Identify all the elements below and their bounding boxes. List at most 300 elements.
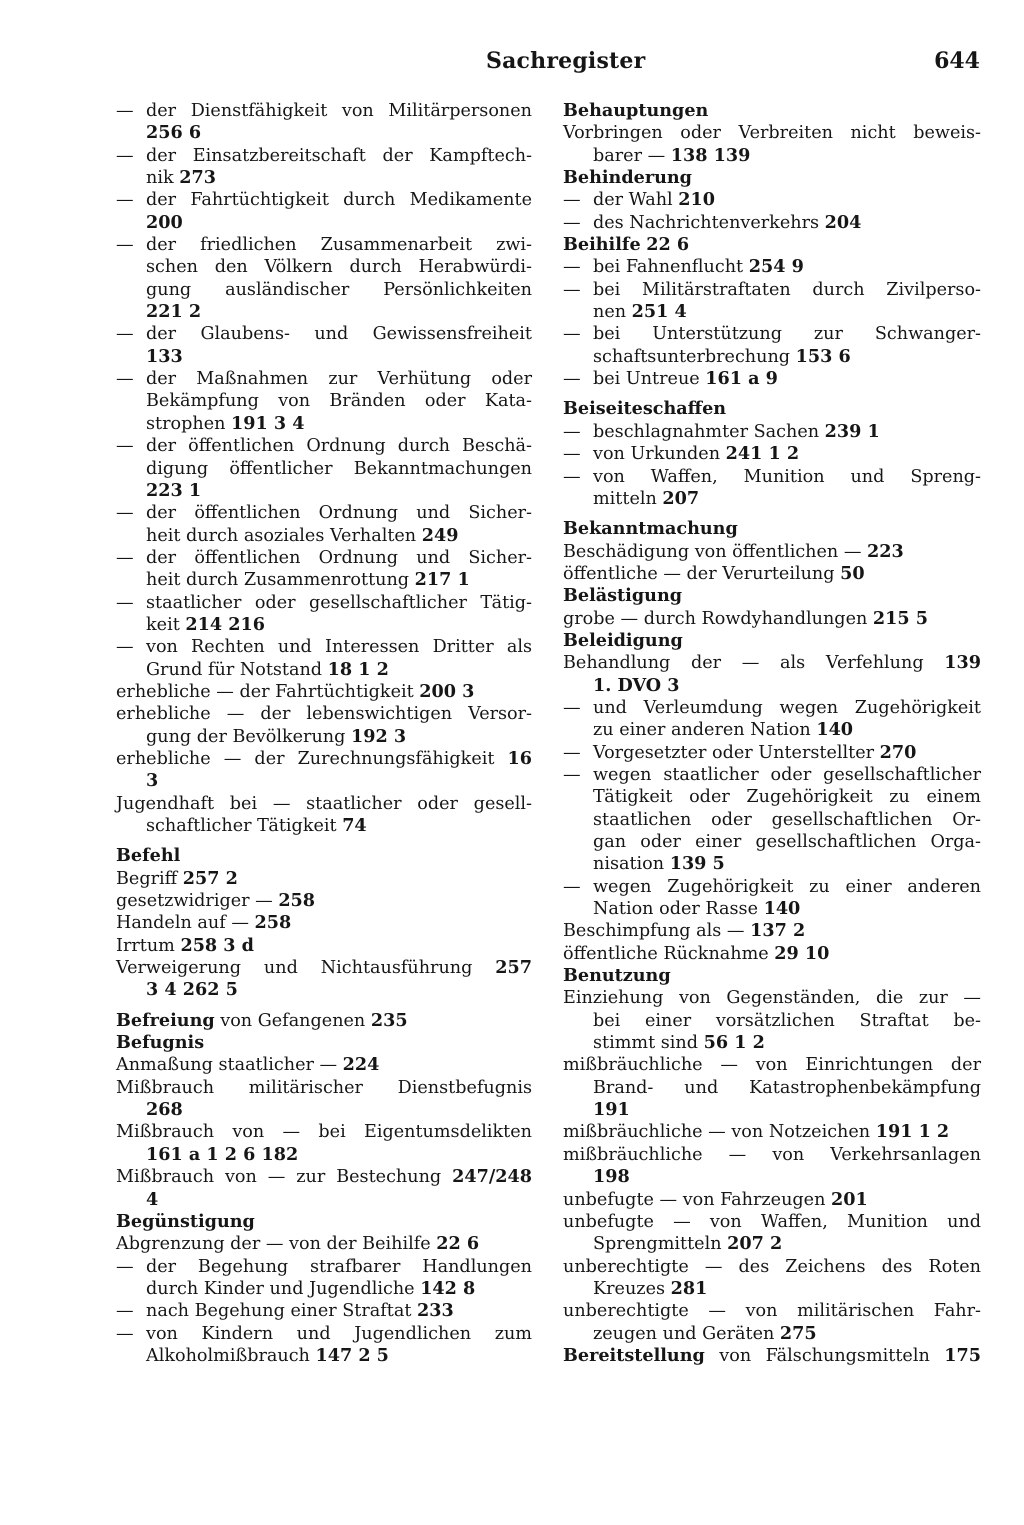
entry-text	[146, 1323, 532, 1345]
entry-term: bei Fahnenflucht	[593, 257, 749, 278]
entry-reference: 239 1	[824, 420, 880, 442]
entry-term: gung der Bevölkerung	[146, 726, 351, 747]
entry-term: Mißbrauch von — zur Bestechung	[116, 1167, 453, 1188]
entry-term: der Dienstfähigkeit von Militärpersonen	[146, 101, 532, 121]
entry-dash: —	[116, 1301, 134, 1322]
entry-dash: —	[563, 369, 581, 390]
entry-reference: 3 4 262 5	[146, 979, 238, 1001]
entry-term: strophen	[146, 413, 232, 434]
index-entry-line	[116, 502, 532, 524]
entry-term: der öffentlichen Ordnung und Sicher-	[146, 547, 532, 568]
entry-reference: 137 2	[750, 920, 806, 942]
entry-reference: 258 3 d	[180, 934, 254, 956]
index-entry-line	[563, 853, 981, 875]
entry-reference: 200 3	[419, 680, 475, 702]
entry-reference: 22 6	[646, 234, 690, 256]
entry-term: staatlicher oder gesellschaftlicher Tätig-	[146, 592, 532, 613]
index-entry-line	[563, 943, 981, 965]
entry-text	[146, 525, 532, 547]
index-heading	[563, 100, 981, 122]
entry-text	[593, 256, 981, 278]
entry-text	[593, 212, 981, 234]
index-entry-line	[116, 525, 532, 547]
entry-reference: Behinderung	[563, 167, 692, 189]
entry-term: Kreuzes	[593, 1278, 671, 1299]
entry-term: bei Untreue	[593, 369, 706, 390]
entry-term: öffentliche — der Verurteilung	[563, 563, 841, 584]
index-entry-line	[116, 793, 532, 815]
entry-text	[146, 569, 532, 591]
entry-reference: 281	[670, 1277, 708, 1299]
entry-term: der öffentlichen Ordnung durch Beschä-	[146, 436, 532, 457]
entry-term: stimmt sind	[593, 1033, 704, 1054]
entry-term: Verweigerung und Nichtausführung	[116, 958, 496, 979]
entry-term: heit durch asoziales Verhalten	[146, 525, 422, 546]
entry-text	[593, 719, 981, 741]
index-entry-line	[563, 563, 981, 585]
entry-dash: —	[563, 190, 581, 211]
entry-text	[146, 301, 532, 323]
index-entry-line	[563, 301, 981, 323]
index-entry-line	[116, 726, 532, 748]
entry-reference: Befreiung	[116, 1009, 215, 1031]
index-entry-line	[563, 1189, 981, 1211]
entry-reference: Beiseiteschaffen	[563, 398, 727, 420]
entry-reference: 138 139	[670, 144, 751, 166]
index-entry-line	[563, 1099, 981, 1121]
entry-reference: Beihilfe	[563, 234, 641, 256]
entry-term: keit	[146, 614, 186, 635]
entry-reference: 223 1	[146, 479, 202, 501]
entry-text	[563, 920, 981, 942]
entry-reference: Befugnis	[116, 1032, 205, 1054]
entry-text	[146, 435, 532, 457]
index-entry-line	[563, 1211, 981, 1233]
entry-text	[146, 1278, 532, 1300]
entry-reference: 153 6	[795, 345, 851, 367]
entry-reference: 140	[763, 898, 801, 920]
index-column-left	[116, 100, 532, 1367]
entry-term: Einziehung von Gegenständen, die zur —	[563, 988, 981, 1009]
entry-term: von Rechten und Interessen Dritter als	[146, 637, 532, 658]
entry-reference: 217 1	[414, 569, 470, 591]
entry-term: von Waffen, Munition und Spreng-	[593, 466, 981, 487]
index-entry-line	[563, 1077, 981, 1099]
entry-reference: Bereitstellung	[563, 1344, 705, 1366]
entry-text	[116, 1121, 532, 1143]
index-entry-line	[563, 876, 981, 898]
index-heading	[116, 845, 532, 867]
entry-term: Beschädigung von öffentlichen —	[563, 541, 868, 562]
entry-text	[116, 912, 532, 934]
entry-text	[593, 853, 981, 875]
index-entry-line	[563, 920, 981, 942]
entry-reference: 16	[507, 747, 532, 769]
entry-text	[146, 279, 532, 301]
index-entry-line	[116, 413, 532, 435]
entry-text	[593, 1323, 981, 1345]
entry-term: bei Militärstraftaten durch Zivilperso-	[593, 279, 981, 300]
index-entry-line	[563, 987, 981, 1009]
entry-term: bei einer vorsätzlichen Straftat be-	[593, 1010, 981, 1031]
entry-term: Vorgesetzter oder Unterstellter	[593, 742, 880, 763]
entry-reference: 258	[278, 890, 316, 912]
entry-text	[116, 1032, 532, 1054]
index-heading	[563, 965, 981, 987]
entry-text	[116, 1166, 532, 1188]
entry-text	[146, 390, 532, 412]
index-entry-line	[116, 614, 532, 636]
entry-reference: 268	[146, 1099, 183, 1121]
entry-reference: Begünstigung	[116, 1210, 255, 1232]
index-entry-line	[116, 547, 532, 569]
index-entry-line	[563, 279, 981, 301]
entry-text	[563, 100, 981, 122]
entry-dash: —	[563, 466, 581, 487]
index-entry-line	[116, 912, 532, 934]
index-entry-line	[563, 742, 981, 764]
entry-reference: 210	[678, 189, 716, 211]
index-entry-line	[563, 421, 981, 443]
entry-dash: —	[116, 436, 134, 457]
entry-reference: 249	[421, 524, 459, 546]
entry-reference: 207	[662, 487, 700, 509]
index-entry-line	[563, 675, 981, 697]
entry-text	[593, 742, 981, 764]
index-column-right	[563, 100, 981, 1367]
entry-text	[563, 1144, 981, 1166]
entry-text	[116, 703, 532, 725]
entry-dash: —	[116, 1256, 134, 1277]
entry-reference: 247/248	[452, 1166, 532, 1188]
index-entry-line	[116, 1166, 532, 1188]
index-entry-line	[116, 681, 532, 703]
entry-text	[146, 346, 532, 368]
entry-text	[593, 301, 981, 323]
entry-dash: —	[116, 637, 134, 658]
entry-dash: —	[116, 547, 134, 568]
entry-term: wegen staatlicher oder gesellschaftlicher	[593, 764, 981, 785]
entry-dash: —	[116, 101, 134, 121]
entry-term: digung öffentlicher Bekanntmachungen	[146, 458, 532, 479]
entry-text	[146, 1345, 532, 1367]
entry-text	[563, 398, 981, 420]
index-entry-line	[116, 659, 532, 681]
entry-text	[593, 368, 981, 390]
index-entry-line	[116, 256, 532, 278]
entry-term: Behandlung der — als Verfehlung	[563, 653, 945, 674]
index-entry-line	[563, 1166, 981, 1188]
entry-term: zeugen und Geräten	[593, 1323, 780, 1344]
entry-reference: 140	[816, 719, 854, 741]
entry-term: der Wahl	[593, 190, 679, 211]
index-entry-line	[116, 323, 532, 345]
index-entry-line	[116, 770, 532, 792]
index-entry-line	[116, 748, 532, 770]
entry-reference: 270	[879, 741, 917, 763]
entry-text	[116, 1211, 532, 1233]
entry-reference: 204	[824, 211, 862, 233]
entry-reference: 257	[495, 957, 532, 979]
entry-reference: 198	[593, 1166, 630, 1188]
entry-term: Mißbrauch militärischer Dienstbefugnis	[116, 1077, 532, 1098]
entry-text	[593, 1233, 981, 1255]
entry-text	[593, 1278, 981, 1300]
entry-dash: —	[563, 444, 581, 465]
index-entry-line	[563, 189, 981, 211]
entry-dash: —	[116, 235, 134, 256]
index-entry-line	[116, 1345, 532, 1367]
page-number: 644	[934, 48, 980, 74]
entry-term: Tätigkeit oder Zugehörigkeit zu einem	[593, 787, 981, 808]
entry-text	[116, 935, 532, 957]
index-entry-line	[116, 935, 532, 957]
entry-text	[593, 697, 981, 719]
index-entry-line	[116, 1323, 532, 1345]
entry-term: Bekämpfung von Bränden oder Kata-	[146, 391, 532, 412]
entry-term: bei Unterstützung zur Schwanger-	[593, 324, 981, 345]
entry-text	[146, 368, 532, 390]
entry-term: öffentliche Rücknahme	[563, 943, 775, 964]
entry-text	[146, 659, 532, 681]
entry-term: Sprengmitteln	[593, 1234, 728, 1255]
entry-term: wegen Zugehörigkeit zu einer anderen	[593, 876, 981, 897]
entry-term: Mißbrauch von — bei Eigentumsdelikten	[116, 1122, 532, 1143]
index-entry-line	[563, 541, 981, 563]
entry-text	[563, 1189, 981, 1211]
index-entry-line	[563, 256, 981, 278]
index-heading	[116, 1211, 532, 1233]
index-entry-line	[116, 592, 532, 614]
index-entry-line	[563, 122, 981, 144]
entry-reference: Belästigung	[563, 585, 683, 607]
entry-term: heit durch Zusammenrottung	[146, 570, 415, 591]
entry-text	[593, 279, 981, 301]
index-entry-line	[116, 122, 532, 144]
entry-dash: —	[563, 697, 581, 718]
entry-term: Anmaßung staatlicher —	[116, 1055, 343, 1076]
entry-term: grobe — durch Rowdyhandlungen	[563, 608, 873, 629]
entry-text	[593, 675, 981, 697]
entry-term: unberechtigte — von militärischen Fahr-	[563, 1301, 981, 1322]
entry-term: zu einer anderen Nation	[593, 720, 817, 741]
entry-term: und Verleumdung wegen Zugehörigkeit	[593, 697, 981, 718]
entry-reference: 251 4	[631, 301, 687, 323]
entry-reference: 275	[779, 1322, 817, 1344]
entry-dash: —	[116, 503, 134, 524]
entry-term: nisation	[593, 854, 670, 875]
index-entry-line	[116, 212, 532, 234]
entry-term: des Nachrichtenverkehrs	[593, 212, 825, 233]
index-entry-line	[116, 189, 532, 211]
entry-reference: 200	[146, 211, 183, 233]
entry-text	[563, 122, 981, 144]
entry-term: Nation oder Rasse	[593, 899, 764, 920]
entry-dash: —	[563, 324, 581, 345]
entry-text	[563, 518, 981, 540]
entry-text	[593, 786, 981, 808]
entry-text	[146, 413, 532, 435]
index-entry-line	[563, 719, 981, 741]
index-entry-line	[116, 368, 532, 390]
index-entry-line	[116, 279, 532, 301]
index-heading	[116, 1032, 532, 1054]
index-entry-line	[116, 569, 532, 591]
page-title: Sachregister	[486, 48, 646, 74]
entry-spacer	[563, 510, 981, 518]
entry-text	[146, 770, 532, 792]
index-entry-line	[563, 368, 981, 390]
entry-text	[146, 189, 532, 211]
entry-text	[563, 1300, 981, 1322]
entry-reference: Behauptungen	[563, 100, 709, 121]
index-entry-line	[116, 346, 532, 368]
entry-term: Handeln auf —	[116, 913, 255, 934]
entry-term: Beschimpfung als —	[563, 921, 751, 942]
entry-term: staatlichen oder gesellschaftlichen Or-	[593, 809, 981, 830]
index-entry-line	[563, 697, 981, 719]
index-entry-line	[563, 652, 981, 674]
entry-term: Vorbringen oder Verbreiten nicht beweis-	[563, 123, 981, 144]
entry-term: nen	[593, 302, 632, 323]
entry-term: der Glaubens- und Gewissensfreiheit	[146, 324, 532, 345]
entry-dash: —	[116, 1323, 134, 1344]
entry-term: erhebliche — der lebenswichtigen Versor-	[116, 704, 532, 725]
index-entry-line	[116, 1300, 532, 1322]
entry-text	[146, 122, 532, 144]
entry-text	[593, 1099, 981, 1121]
entry-dash: —	[563, 421, 581, 442]
entry-reference: 161 a 1 2 6 182	[146, 1143, 299, 1165]
entry-reference: 175	[944, 1344, 981, 1366]
index-heading	[563, 398, 981, 420]
entry-spacer	[116, 1002, 532, 1010]
entry-text	[116, 890, 532, 912]
index-entry-line	[563, 1144, 981, 1166]
index-entry-line	[116, 1144, 532, 1166]
entry-dash: —	[563, 764, 581, 785]
entry-text	[593, 1166, 981, 1188]
entry-reference: 74	[342, 815, 367, 836]
entry-dash: —	[563, 742, 581, 763]
index-entry-line	[116, 703, 532, 725]
index-entry-line	[563, 1256, 981, 1278]
index-heading	[563, 630, 981, 652]
index-entry-line	[563, 323, 981, 345]
entry-reference: 241 1 2	[725, 443, 800, 465]
entry-text	[146, 726, 532, 748]
entry-text	[146, 1300, 532, 1322]
index-entry-line	[563, 1300, 981, 1322]
entry-text	[116, 868, 532, 890]
entry-term: beschlagnahmter Sachen	[593, 421, 825, 442]
entry-reference: 257 2	[182, 867, 238, 889]
entry-dash: —	[116, 369, 134, 390]
entry-text	[563, 1256, 981, 1278]
index-entry-line	[563, 466, 981, 488]
entry-text	[563, 608, 981, 630]
entry-dash: —	[563, 212, 581, 233]
index-entry-line	[116, 1189, 532, 1211]
entry-term: mitteln	[593, 488, 663, 509]
entry-text	[563, 563, 981, 585]
entry-term: mißbräuchliche — von Verkehrsanlagen	[563, 1144, 981, 1165]
entry-text	[593, 466, 981, 488]
entry-term: der friedlichen Zusammenarbeit zwi-	[146, 235, 532, 256]
index-entry-line	[116, 1077, 532, 1099]
entry-text	[563, 987, 981, 1009]
index-entry-line	[563, 764, 981, 786]
entry-term: von Urkunden	[593, 444, 726, 465]
entry-reference: Beleidigung	[563, 629, 683, 651]
entry-term: schen den Völkern durch Herabwürdi-	[146, 257, 532, 278]
entry-text	[116, 845, 532, 867]
index-entry-line	[116, 868, 532, 890]
index-entry-line	[563, 1010, 981, 1032]
entry-term: von Kindern und Jugendlichen zum	[146, 1323, 532, 1344]
entry-term: von Gefangenen	[214, 1010, 371, 1031]
entry-text	[593, 145, 981, 167]
index-entry-line	[116, 815, 532, 837]
entry-text	[563, 965, 981, 987]
entry-reference: 224	[342, 1054, 380, 1076]
entry-text	[146, 323, 532, 345]
entry-text	[146, 614, 532, 636]
entry-text	[563, 1345, 981, 1367]
entry-term: schaftsunterbrechung	[593, 346, 796, 367]
entry-dash: —	[116, 190, 134, 211]
index-entry-line	[116, 167, 532, 189]
index-entry-line	[116, 957, 532, 979]
entry-reference: 142 8	[420, 1277, 476, 1299]
index-entry-line	[563, 809, 981, 831]
entry-term: erhebliche — der Zurechnungsfähigkeit	[116, 748, 508, 769]
entry-reference: 191 3 4	[231, 412, 305, 434]
index-entry-line	[563, 443, 981, 465]
entry-dash: —	[563, 279, 581, 300]
entry-text	[116, 1077, 532, 1099]
index-entry-line	[563, 831, 981, 853]
entry-reference: 192 3	[350, 725, 407, 747]
entry-text	[146, 100, 532, 122]
entry-dash: —	[116, 145, 134, 166]
entry-reference: 273	[179, 167, 216, 189]
entry-reference: 56 1 2	[703, 1032, 765, 1054]
entry-term: nach Begehung einer Straftat	[146, 1301, 418, 1322]
entry-text	[146, 1144, 532, 1166]
entry-reference: 215 5	[872, 607, 928, 629]
entry-reference: 223	[867, 540, 904, 562]
entry-text	[563, 167, 981, 189]
entry-text	[593, 809, 981, 831]
entry-reference: 221 2	[146, 301, 202, 323]
entry-text	[563, 1211, 981, 1233]
entry-term: Alkoholmißbrauch	[146, 1345, 316, 1366]
entry-text	[563, 234, 981, 256]
entry-term: mißbräuchliche — von Einrichtungen der	[563, 1055, 981, 1076]
index-entry-line	[116, 458, 532, 480]
entry-reference: 4	[146, 1188, 159, 1210]
index-entry-line	[563, 1121, 981, 1143]
entry-reference: 256 6	[146, 122, 202, 144]
entry-text	[563, 541, 981, 563]
entry-text	[146, 234, 532, 256]
entry-text	[146, 815, 532, 837]
index-entry-line	[563, 1233, 981, 1255]
entry-text	[593, 1032, 981, 1054]
entry-text	[116, 748, 532, 770]
index-entry-line	[116, 234, 532, 256]
